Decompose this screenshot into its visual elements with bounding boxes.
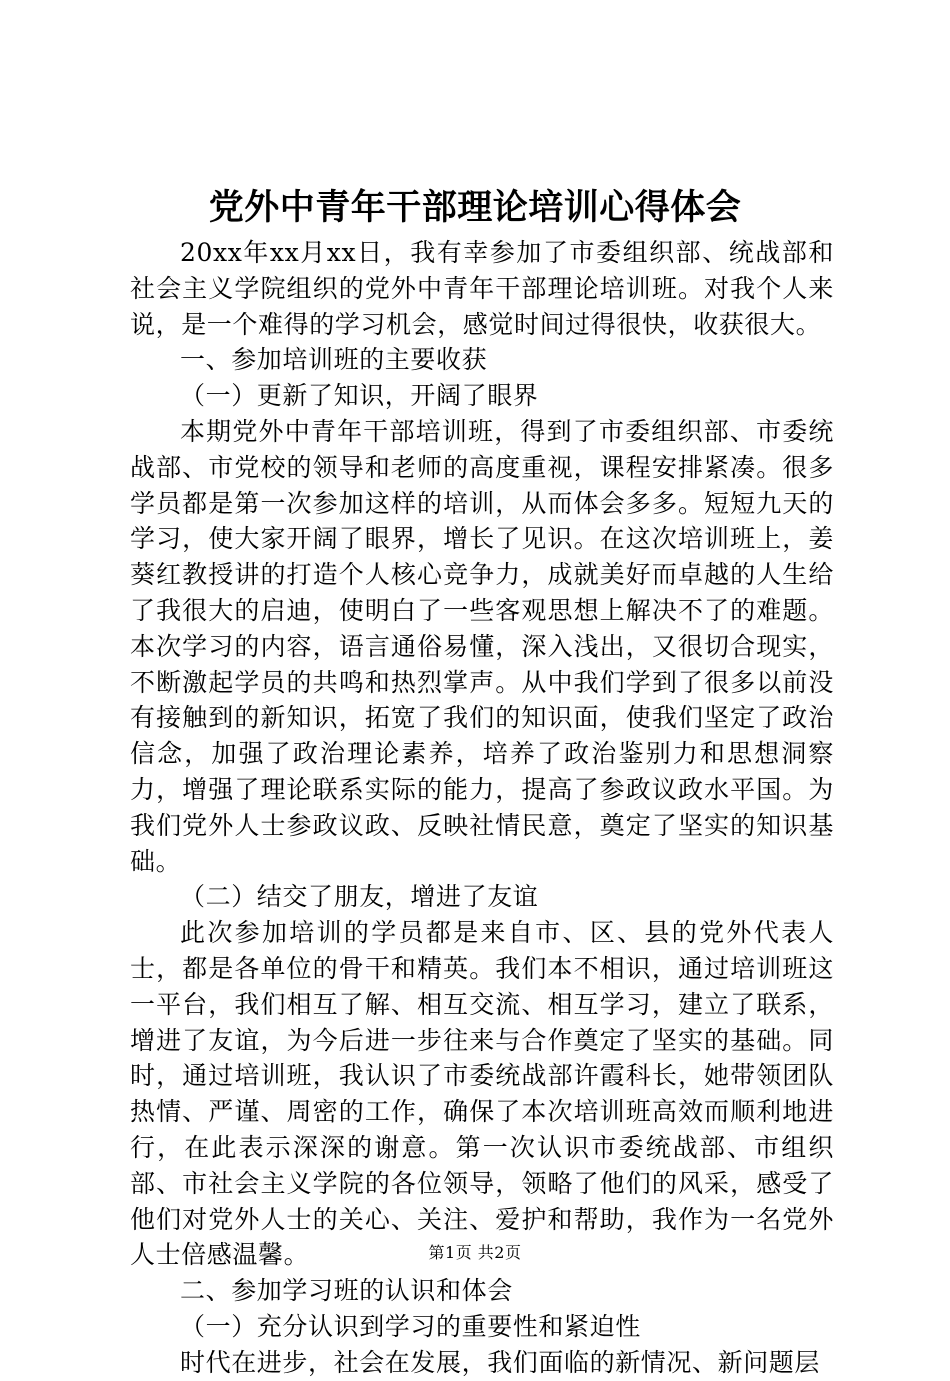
page-footer: 第1页 共2页 bbox=[428, 1243, 522, 1262]
subsection-heading-1-2: （二）结交了朋友，增进了友谊 bbox=[180, 882, 539, 912]
subsection-heading-2-1: （一）充分认识到学习的重要性和紧迫性 bbox=[180, 1311, 641, 1341]
paragraph-friendship: 此次参加培训的学员都是来自市、区、县的党外代表人士，都是各单位的骨干和精英。我们本不相识，通过培训班这一平台，我们相互了解、相互交流、相互学习，建立了联系，增进了友谊，为今后进一步往来与合作奠定了坚实的基础。同时，通过培训班，我认识了市委统战部许霞科长，她带领团队热情、严谨、周密的工作，确保了本次培训班高效而顺利地进行，在此表示深深的谢意。第一次认识市委统战部、市组织部、市社会主义学院的各位领导，领略了他们的风采，感受了他们对党外人士的关心、关注、爱护和帮助，我作为一名党外人士倍感温馨。 bbox=[130, 918, 834, 1270]
paragraph-knowledge: 本期党外中青年干部培训班，得到了市委组织部、市委统战部、市党校的领导和老师的高度重视，课程安排紧凑。很多学员都是第一次参加这样的培训，从而体会多多。短短九天的学习，使大家开阔了眼界，增长了见识。在这次培训班上，姜葵红教授讲的打造个人核心竞争力，成就美好而卓越的人生给了我很大的启迪，使明白了一些客观思想上解决不了的难题。本次学习的内容，语言通俗易懂，深入浅出，又很切合现实，不断激起学员的共鸣和热烈掌声。从中我们学到了很多以前没有接触到的新知识，拓宽了我们的知识面，使我们坚定了政治信念，加强了政治理论素养，培养了政治鉴别力和思想洞察力，增强了理论联系实际的能力，提高了参政议政水平国。为我们党外人士参政议政、反映社情民意，奠定了坚实的知识基础。 bbox=[130, 416, 834, 876]
document-body bbox=[130, 235, 834, 1381]
section-heading-2: 二、参加学习班的认识和体会 bbox=[180, 1276, 513, 1306]
document-title: 党外中青年干部理论培训心得体会 bbox=[208, 187, 742, 228]
subsection-heading-1-1: （一）更新了知识，开阔了眼界 bbox=[180, 381, 539, 411]
paragraph-intro: 20xx年xx月xx日，我有幸参加了市委组织部、统战部和社会主义学院组织的党外中青年干部理论培训班。对我个人来说，是一个难得的学习机会，感觉时间过得很快，收获很大。 bbox=[130, 238, 834, 339]
section-heading-1: 一、参加培训班的主要收获 bbox=[180, 345, 488, 375]
paragraph-importance: 时代在进步，社会在发展，我们面临的新情况、新问题层 bbox=[180, 1347, 821, 1377]
